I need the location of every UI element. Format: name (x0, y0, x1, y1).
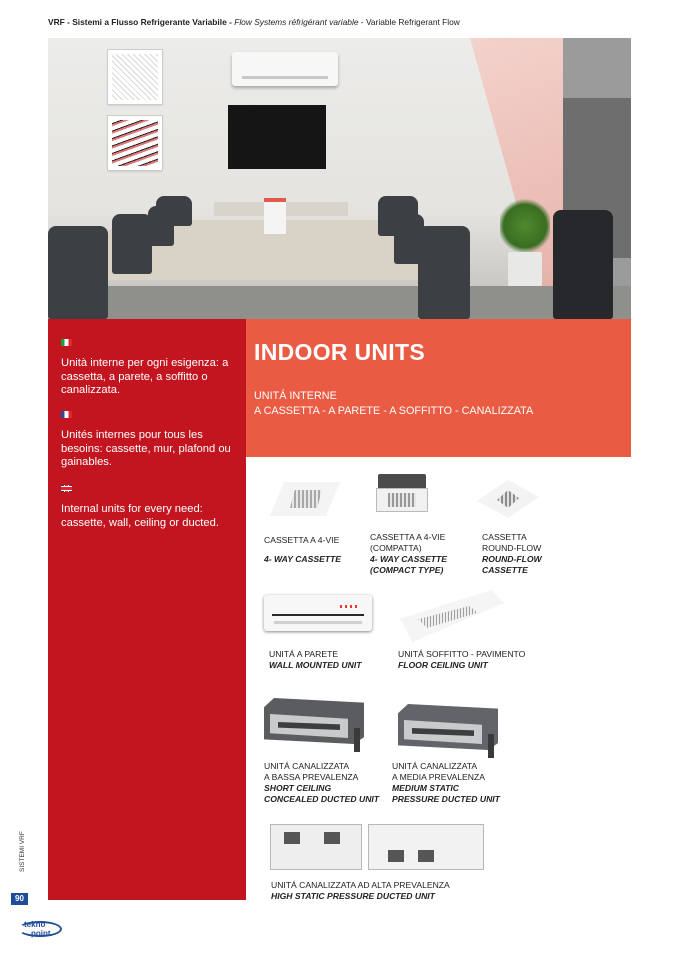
teknopoint-logo (18, 918, 62, 940)
header-sep: - (358, 17, 366, 27)
vase (264, 198, 286, 234)
caption-it: (COMPATTA) (370, 543, 422, 553)
ducted-medium-caption (392, 761, 500, 805)
page-subtitle (254, 389, 533, 418)
plant (500, 196, 550, 256)
caption-it: CASSETTA A 4-VIE (264, 535, 340, 545)
ducted-medium-image (398, 704, 502, 760)
cassette-compact-image (376, 474, 428, 514)
caption-en: CONCEALED DUCTED UNIT (264, 794, 380, 804)
ducted-low-caption (264, 761, 379, 805)
page-number: 90 (11, 893, 28, 905)
caption-en: 4- WAY CASSETTE (370, 554, 448, 564)
floor-ceiling-unit-image (400, 590, 504, 642)
running-header (48, 17, 460, 27)
wall-art-frame (108, 50, 162, 104)
france-flag-icon (61, 411, 72, 418)
caption-it: UNITÁ CANALIZZATA (264, 761, 350, 771)
caption-en: WALL MOUNTED UNIT (269, 660, 362, 670)
wall-air-conditioner (232, 52, 338, 86)
wall-unit-caption (269, 649, 361, 671)
header-french: Flow Systems réfrigérant variable (234, 17, 359, 27)
caption-en: (COMPACT TYPE) (370, 565, 444, 575)
television (228, 105, 326, 169)
floor-ceiling-caption (398, 649, 525, 671)
cassette-4way-caption (264, 535, 341, 565)
intro-english (61, 485, 239, 530)
wall-art-frame (108, 116, 162, 170)
header-sep: - (226, 17, 235, 27)
caption-en: CASSETTE (482, 565, 528, 575)
caption-en: SHORT CEILING (264, 783, 332, 793)
caption-it: CASSETTA (482, 532, 527, 542)
logo-text: tekno (24, 920, 46, 929)
page-title: INDOOR UNITS (254, 339, 425, 365)
hero-photo-dining-room (48, 38, 631, 319)
caption-en: PRESSURE DUCTED UNIT (392, 794, 500, 804)
cassette-compact-caption (370, 532, 447, 576)
caption-en: MEDIUM STATIC (392, 783, 459, 793)
chair (418, 226, 470, 319)
ducted-high-image (270, 824, 484, 874)
caption-it: UNITÁ CANALIZZATA AD ALTA PREVALENZA (271, 880, 450, 890)
intro-text-fr: Unités internes pour tous les besoins: cassette, mur, plafond ou gainables. (61, 429, 231, 468)
chair (553, 210, 613, 319)
caption-it: A MEDIA PREVALENZA (392, 772, 485, 782)
intro-column (48, 319, 246, 900)
intro-italian (61, 339, 239, 398)
chair (48, 226, 108, 319)
italy-flag-icon (61, 339, 72, 346)
intro-french (61, 411, 239, 470)
intro-text-it: Unità interne per ogni esigenza: a cassetta, a parete, a soffitto o canalizzata. (61, 357, 229, 396)
wall-unit-image (264, 595, 372, 631)
section-side-label: SISTEMI VRF (19, 831, 26, 872)
header-brand: VRF (48, 17, 65, 27)
caption-it: CASSETTA A 4-VIE (370, 532, 446, 542)
caption-en: HIGH STATIC PRESSURE DUCTED UNIT (271, 891, 435, 901)
subtitle-line: UNITÁ INTERNE (254, 390, 337, 402)
caption-en: 4- WAY CASSETTE (264, 554, 342, 564)
subtitle-line: A CASSETTA - A PARETE - A SOFFITTO - CANALIZZATA (254, 404, 534, 417)
cassette-4way-image (270, 476, 340, 521)
caption-it: ROUND-FLOW (482, 543, 542, 553)
header-sep: - (64, 17, 73, 27)
caption-it: UNITÁ A PARETE (269, 649, 339, 659)
title-panel (246, 319, 631, 457)
caption-it: UNITÁ CANALIZZATA (392, 761, 478, 771)
ducted-low-image (264, 698, 368, 754)
cassette-roundflow-caption (482, 532, 542, 576)
caption-en: FLOOR CEILING UNIT (398, 660, 488, 670)
floor (48, 286, 631, 319)
ducted-high-caption (271, 880, 450, 902)
header-english: Variable Refrigerant Flow (365, 17, 460, 27)
caption-it: A BASSA PREVALENZA (264, 772, 359, 782)
cassette-roundflow-image (477, 476, 539, 522)
caption-en: ROUND-FLOW (482, 554, 542, 564)
chair (112, 214, 152, 274)
plant-pot (508, 252, 542, 286)
header-italian: Sistemi a Flusso Refrigerante Variabile (72, 17, 227, 27)
logo-text: point (31, 929, 51, 938)
intro-text-en: Internal units for every need: cassette, wall, ceiling or ducted. (61, 503, 219, 529)
caption-it: UNITÁ SOFFITTO - PAVIMENTO (398, 649, 526, 659)
uk-flag-icon (61, 485, 72, 492)
